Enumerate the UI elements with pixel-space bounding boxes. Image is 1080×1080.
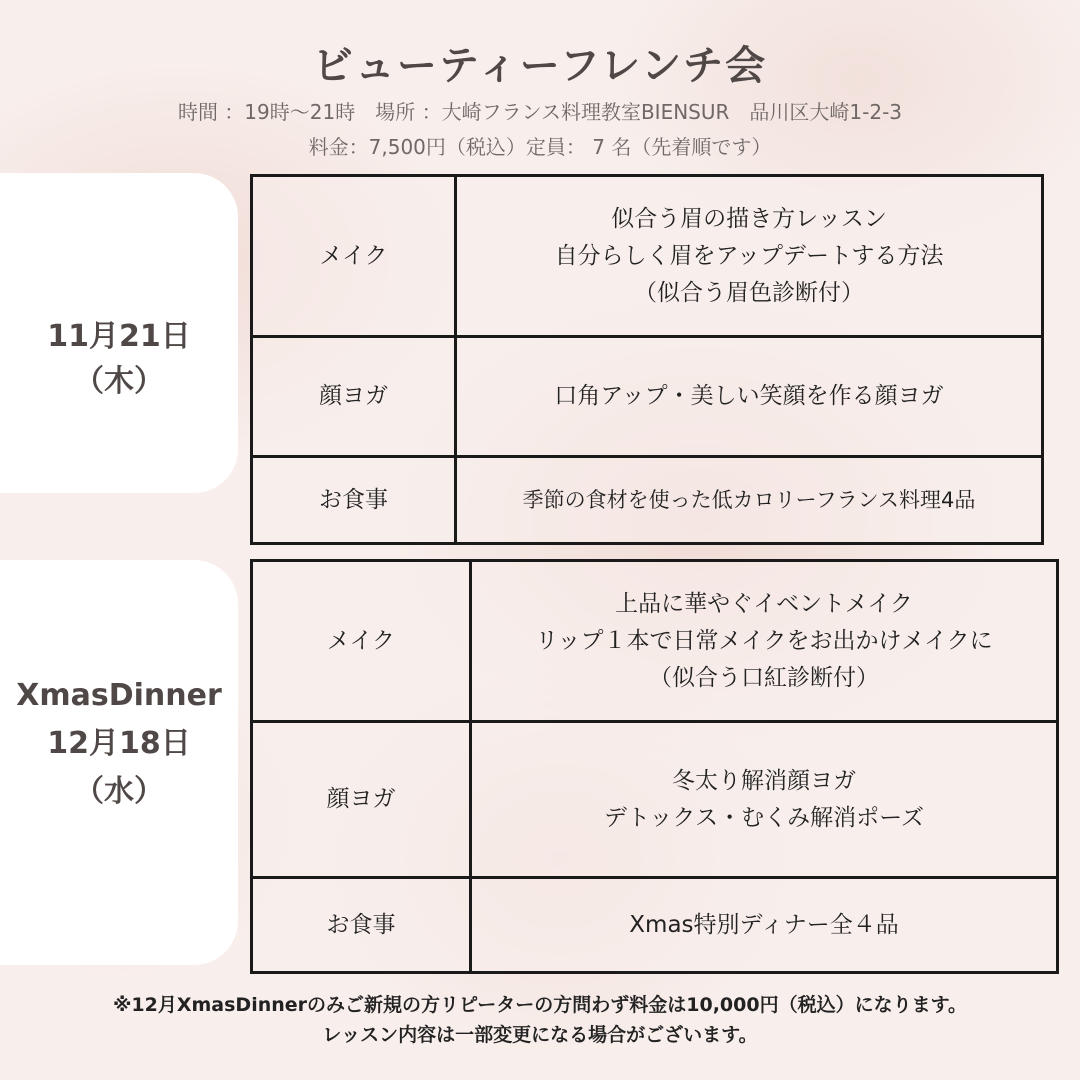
session-date-2 — [0, 672, 238, 816]
category-cell: お食事 — [252, 457, 456, 544]
event-fee-capacity: 料金：7,500円（税込）定員： 7 名（先着順です） — [308, 135, 772, 159]
page-title: ビューティーフレンチ会 — [312, 43, 768, 89]
content-line: 自分らしく眉をアップデートする方法 — [554, 242, 944, 269]
content-line: 似合う眉の描き方レッスン — [611, 205, 887, 232]
table-row — [252, 722, 1058, 878]
content-line: （似合う眉色診断付） — [634, 279, 864, 306]
content-cell — [471, 561, 1058, 722]
content-line: 口角アップ・美しい笑顔を作る顔ヨガ — [554, 383, 944, 409]
table-row — [252, 457, 1043, 544]
date-line: 12月18日 — [47, 726, 191, 761]
event-time-place: 時間 ：19時〜21時 場所 ：大崎フランス料理教室BIENSUR 品川区大崎1-2-3 — [177, 100, 903, 124]
content-cell — [456, 176, 1043, 337]
schedule-table-2 — [250, 559, 1059, 974]
content-line: デトックス・むくみ解消ポーズ — [604, 804, 924, 831]
content-cell — [471, 878, 1058, 973]
content-line: 冬太り解消顔ヨガ — [672, 767, 856, 794]
date-weekday: （木） — [74, 364, 164, 399]
category-cell: お食事 — [252, 878, 471, 973]
table-row — [252, 176, 1043, 337]
date-line: 11月21日 — [47, 319, 191, 354]
category-cell: メイク — [252, 176, 456, 337]
content-line: Xmas特別ディナー全４品 — [629, 911, 899, 938]
date-weekday: （水） — [74, 774, 164, 809]
content-cell — [456, 457, 1043, 544]
content-line: 上品に華やぐイベントメイク — [615, 590, 913, 617]
schedule-table-1 — [250, 174, 1044, 545]
table-row — [252, 561, 1058, 722]
content-line: リップ１本で日常メイクをお出かけメイクに — [535, 627, 993, 654]
category-cell: 顔ヨガ — [252, 722, 471, 878]
date-event-name: XmasDinner — [16, 678, 222, 713]
content-cell — [456, 337, 1043, 457]
content-line: （似合う口紅診断付） — [649, 664, 879, 691]
category-cell: メイク — [252, 561, 471, 722]
category-cell: 顔ヨガ — [252, 337, 456, 457]
footer-note-price: ※12月XmasDinnerのみご新規の方リピーターの方問わず料金は10,000円（税込）になります。 — [112, 994, 968, 1016]
session-date-1 — [0, 314, 238, 404]
footer-note-change: レッスン内容は一部変更になる場合がございます。 — [322, 1024, 758, 1046]
content-line: 季節の食材を使った低カロリーフランス料理4品 — [522, 487, 976, 512]
table-row — [252, 337, 1043, 457]
content-cell — [471, 722, 1058, 878]
table-row — [252, 878, 1058, 973]
